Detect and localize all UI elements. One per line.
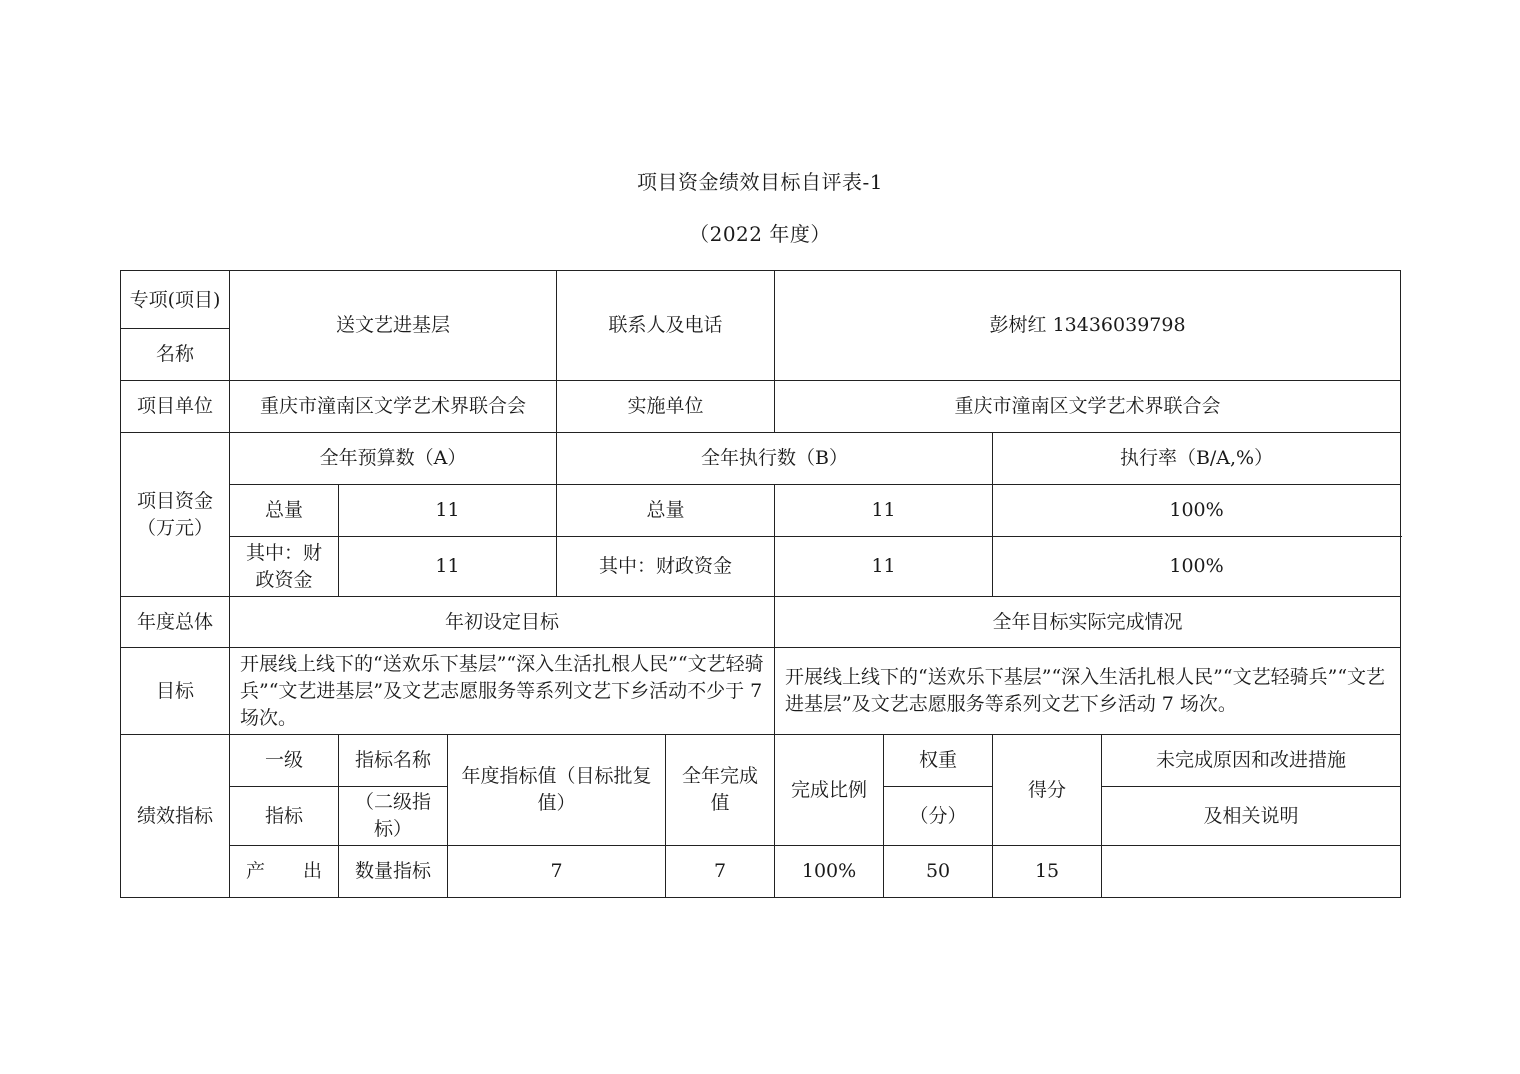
table-row [121,846,1401,898]
ind-header-name-2: （二级指标） [339,787,448,846]
ind-header-level1: 一级 [230,735,339,787]
ind-level1: 产 出 [230,846,339,898]
ind-header-reason-2: 及相关说明 [1102,787,1401,846]
goal-label-2: 目标 [121,648,230,735]
goal-label: 年度总体 [121,597,230,648]
ind-header-target: 年度指标值（目标批复值） [448,735,666,846]
funds-total-exec: 11 [775,485,993,537]
indicators-label: 绩效指标 [121,735,230,898]
goal-set-header: 年初设定目标 [230,597,775,648]
funds-row-total [121,485,1401,537]
ind-score: 15 [993,846,1102,898]
funds-fiscal-budget: 11 [339,537,557,597]
funds-total-rate: 100% [993,485,1401,537]
funds-total-budget: 11 [339,485,557,537]
ind-target: 7 [448,846,666,898]
ind-weight: 50 [884,846,993,898]
exec-header: 全年执行数（B） [557,433,993,485]
budget-header: 全年预算数（A） [230,433,557,485]
project-name-label: 专项(项目) [121,271,230,329]
page-title: 项目资金绩效目标自评表-1 [637,170,883,194]
ind-header-name: 指标名称 [339,735,448,787]
ind-reason [1102,846,1401,898]
impl-unit-value: 重庆市潼南区文学艺术界联合会 [775,381,1401,433]
ind-header-ratio: 完成比例 [775,735,884,846]
goal-actual-header: 全年目标实际完成情况 [775,597,1401,648]
contact-label: 联系人及电话 [557,271,775,381]
funds-label: 项目资金（万元） [121,433,230,597]
ind-header-level1-2: 指标 [230,787,339,846]
funds-total-label: 总量 [230,485,339,537]
ind-header-complete: 全年完成值 [666,735,775,846]
funds-total-label-b: 总量 [557,485,775,537]
impl-unit-label: 实施单位 [557,381,775,433]
funds-fiscal-label: 其中：财政资金 [230,537,339,597]
page-subtitle: （2022 年度） [689,222,831,246]
unit-value: 重庆市潼南区文学艺术界联合会 [230,381,557,433]
unit-label: 项目单位 [121,381,230,433]
goal-set-text: 开展线上线下的“送欢乐下基层”“深入生活扎根人民”“文艺轻骑兵”“文艺进基层”及文艺志愿服务等系列文艺下乡活动不少于 7 场次。 [230,648,775,735]
funds-row-fiscal [121,537,1401,597]
project-name-value: 送文艺进基层 [230,271,557,381]
contact-value: 彭树红 13436039798 [775,271,1401,381]
project-name-label-2: 名称 [121,329,230,381]
funds-fiscal-label-b: 其中：财政资金 [557,537,775,597]
ind-complete: 7 [666,846,775,898]
ind-header-weight: 权重 [884,735,993,787]
ind-name: 数量指标 [339,846,448,898]
ind-header-reason: 未完成原因和改进措施 [1102,735,1401,787]
funds-fiscal-exec: 11 [775,537,993,597]
rate-header: 执行率（B/A,%） [993,433,1401,485]
ind-header-score: 得分 [993,735,1102,846]
funds-fiscal-rate: 100% [993,537,1401,597]
ind-ratio: 100% [775,846,884,898]
ind-header-weight-2: （分） [884,787,993,846]
goal-actual-text: 开展线上线下的“送欢乐下基层”“深入生活扎根人民”“文艺轻骑兵”“文艺进基层”及文艺志愿服务等系列文艺下乡活动 7 场次。 [775,648,1401,735]
performance-table [120,270,1401,898]
